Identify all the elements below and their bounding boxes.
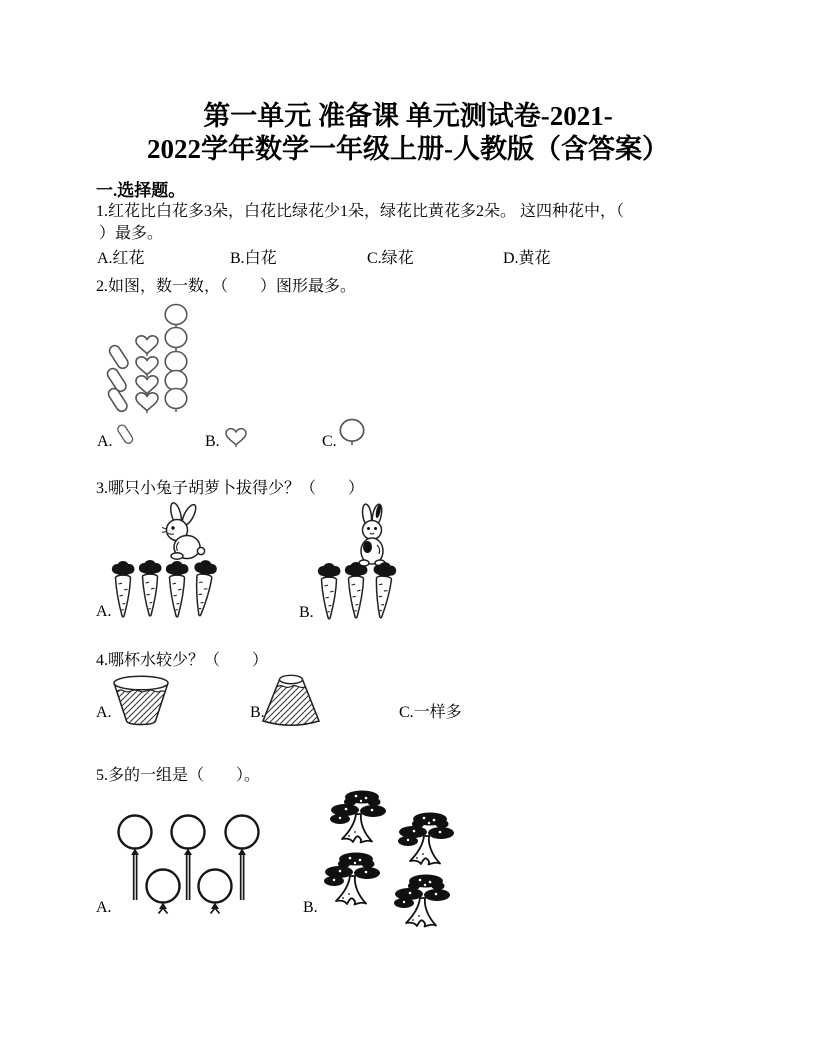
q5-trees-figure <box>320 786 460 932</box>
capsule-icon <box>115 423 135 447</box>
q3-option-b-label: B. <box>299 604 314 621</box>
rabbit-a-figure <box>146 501 218 563</box>
page-title <box>0 100 816 166</box>
q3-carrots-a-figure <box>110 558 218 624</box>
question-4-text: 4.哪杯水较少？（ ） <box>96 652 269 669</box>
question-1-text <box>96 201 748 245</box>
page-title-line-2: 2022学年数学一年级上册-人教版（含答案） <box>147 134 669 164</box>
section-heading: 一.选择题。 <box>96 181 186 200</box>
q5-balloons-figure <box>112 814 264 918</box>
q5-option-a-label: A. <box>96 899 112 916</box>
q2-option-b-label: B. <box>205 433 220 450</box>
page-title-line-1: 第一单元 准备课 单元测试卷-2021- <box>203 101 613 131</box>
question-1-line-1: 1.红花比白花多3朵，白花比绿花少1朵，绿花比黄花多2朵。 这四种花中，（ <box>96 203 625 220</box>
q1-option-b: B.白花 <box>230 250 277 267</box>
q1-option-d: D.黄花 <box>503 250 551 267</box>
heart-icon <box>224 427 248 448</box>
cup-b-figure <box>260 672 322 730</box>
question-1-line-2: ）最多。 <box>99 225 164 242</box>
q1-option-c: C.绿花 <box>367 250 414 267</box>
balloon-icon <box>339 419 365 446</box>
q5-option-b-label: B. <box>303 899 318 916</box>
question-2-text: 2.如图，数一数，（ ）图形最多。 <box>96 278 357 295</box>
q4-option-c-label: C.一样多 <box>399 704 462 721</box>
q2-shapes-figure <box>103 299 195 417</box>
q1-option-a: A.红花 <box>97 250 145 267</box>
q4-option-b-label: B. <box>250 704 265 721</box>
q2-option-c-label: C. <box>322 433 337 450</box>
question-5-text: 5.多的一组是（ ）。 <box>96 767 261 784</box>
cup-a-figure <box>112 674 170 728</box>
q3-carrots-b-figure <box>316 560 398 624</box>
q4-option-a-label: A. <box>96 704 112 721</box>
q2-option-a-label: A. <box>97 433 113 450</box>
q3-option-a-label: A. <box>96 603 112 620</box>
question-3-text: 3.哪只小兔子胡萝卜拔得少？（ ） <box>96 480 365 497</box>
